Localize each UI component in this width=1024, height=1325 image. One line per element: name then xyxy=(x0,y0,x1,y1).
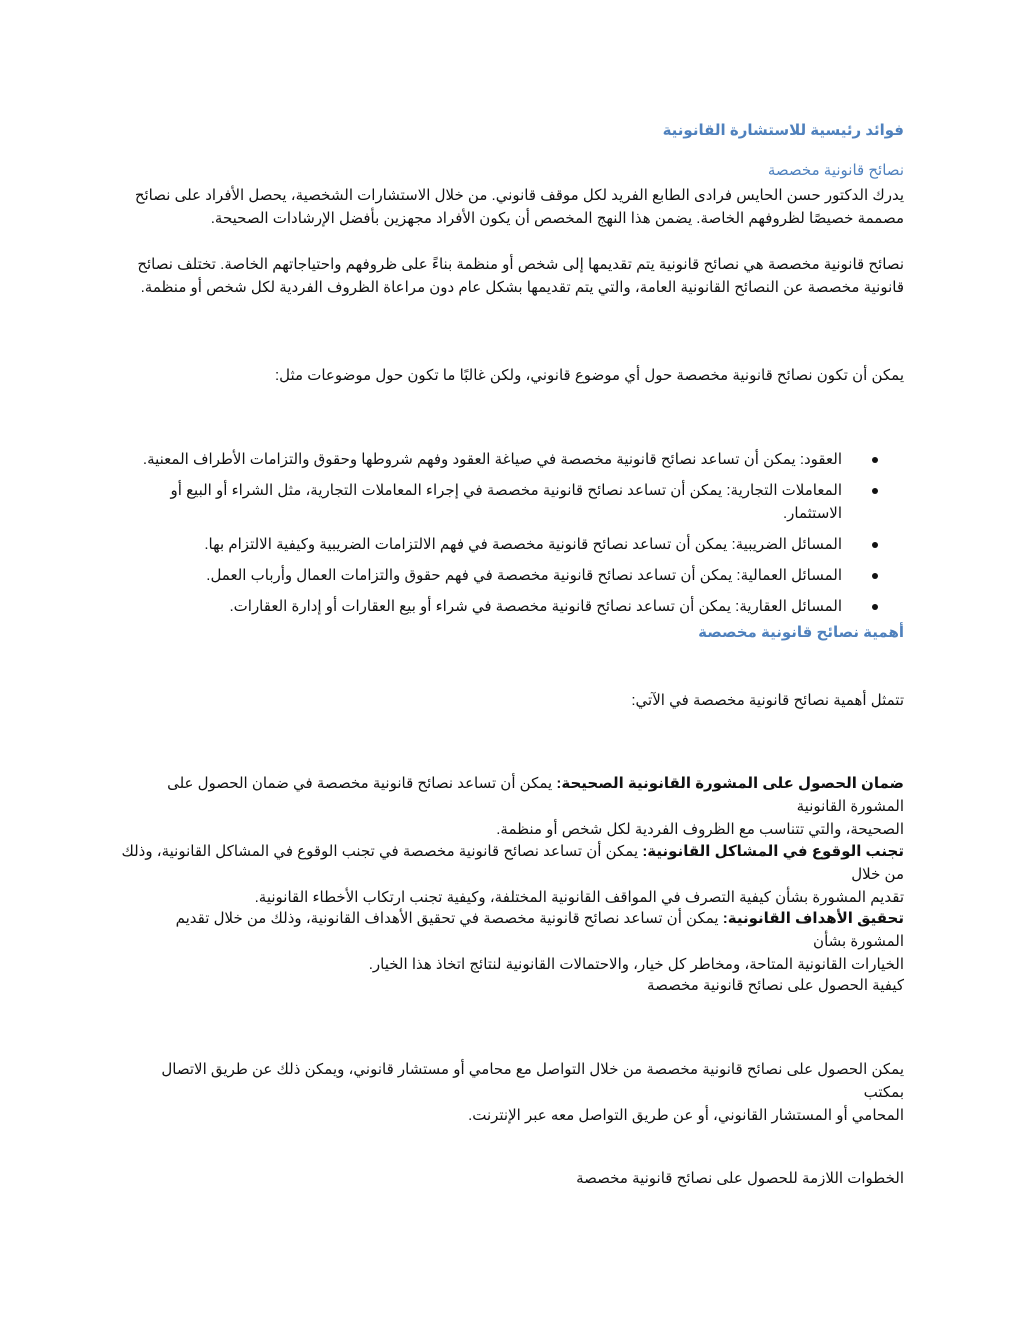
paragraph-personalized-advice xyxy=(118,184,904,230)
steps-heading: الخطوات اللازمة للحصول على نصائح قانونية مخصصة xyxy=(576,1170,904,1187)
importance-heading: أهمية نصائح قانونية مخصصة xyxy=(698,624,904,641)
paragraph-line: يمكن الحصول على نصائح قانونية مخصصة من خلال التواصل مع محامي أو مستشار قانوني، ويمكن ذلك عن طريق الاتصال بمكتب xyxy=(161,1061,904,1101)
list-item-text: المسائل العقارية: يمكن أن تساعد نصائح قانونية مخصصة في شراء أو بيع العقارات أو إدارة العقارات. xyxy=(229,598,842,615)
paragraph-line xyxy=(118,840,904,886)
importance-text: يمكن أن تساعد نصائح قانونية مخصصة في تحقيق الأهداف القانونية، وذلك من خلال تقديم المشورة بشأن xyxy=(175,910,904,950)
paragraph-line: المحامي أو المستشار القانوني، أو عن طريق التواصل معه عبر الإنترنت. xyxy=(468,1107,904,1124)
sub-heading: نصائح قانونية مخصصة xyxy=(767,162,904,179)
list-item xyxy=(58,448,844,471)
list-item-text: المسائل العمالية: يمكن أن تساعد نصائح قانونية مخصصة في فهم حقوق والتزامات العمال وأرباب العمل. xyxy=(206,567,842,584)
list-item xyxy=(58,564,844,587)
list-item xyxy=(58,479,844,525)
importance-item-avoid-problems xyxy=(118,840,904,909)
how-heading: كيفية الحصول على نصائح قانونية مخصصة xyxy=(647,977,904,994)
list-item xyxy=(58,595,844,618)
importance-intro: تتمثل أهمية نصائح قانونية مخصصة في الآتي: xyxy=(631,692,904,709)
paragraph-line: الخيارات القانونية المتاحة، ومخاطر كل خيار، والاحتمالات القانونية لنتائج اتخاذ هذا الخيار. xyxy=(368,956,904,973)
paragraph-line: نصائح قانونية مخصصة هي نصائح قانونية يتم تقديمها إلى شخص أو منظمة بناءً على ظروفهم واحتياجاتهم الخاصة. تختلف نصائح xyxy=(137,256,904,273)
document-page xyxy=(118,0,904,1325)
paragraph-line: يدرك الدكتور حسن الحايس فرادى الطابع الفريد لكل موقف قانوني. من خلال الاستشارات الشخصية، يحصل الأفراد على نصائح xyxy=(134,187,904,204)
importance-item-correct-advice xyxy=(118,772,904,841)
importance-term: تجنب الوقوع في المشاكل القانونية: xyxy=(642,843,904,860)
topics-intro: يمكن أن تكون نصائح قانونية مخصصة حول أي موضوع قانوني، ولكن غالبًا ما تكون حول موضوعات مثل: xyxy=(274,367,904,384)
paragraph-line: الصحيحة، والتي تتناسب مع الظروف الفردية لكل شخص أو منظمة. xyxy=(496,821,904,838)
importance-text: يمكن أن تساعد نصائح قانونية مخصصة في تجنب الوقوع في المشاكل القانونية، وذلك من خلال xyxy=(121,843,904,883)
list-item xyxy=(58,533,844,556)
importance-text: يمكن أن تساعد نصائح قانونية مخصصة في ضمان الحصول على المشورة القانونية xyxy=(167,775,904,815)
paragraph-line xyxy=(118,772,904,818)
list-item-text: العقود: يمكن أن تساعد نصائح قانونية مخصصة في صياغة العقود وفهم شروطها وحقوق والتزامات الأطراف المعنية. xyxy=(142,451,842,468)
paragraph-line xyxy=(118,907,904,953)
paragraph-line: تقديم المشورة بشأن كيفية التصرف في المواقف القانونية المختلفة، وكيفية تجنب ارتكاب الأخطاء القانونية. xyxy=(254,889,904,906)
list-item-text: المعاملات التجارية: يمكن أن تساعد نصائح قانونية مخصصة في إجراء المعاملات التجارية، مثل الشراء أو البيع أو xyxy=(170,482,842,499)
importance-term: تحقيق الأهداف القانونية: xyxy=(722,910,904,927)
paragraph-line: مصممة خصيصًا لظروفهم الخاصة. يضمن هذا النهج المخصص أن يكون الأفراد مجهزين بأفضل الإرشادات الصحيحة. xyxy=(210,210,904,227)
importance-term: ضمان الحصول على المشورة القانونية الصحيحة: xyxy=(556,775,904,792)
list-item-text: المسائل الضريبية: يمكن أن تساعد نصائح قانونية مخصصة في فهم الالتزامات الضريبية وكيفية الالتزام بها. xyxy=(204,536,842,553)
list-item-text: الاستثمار. xyxy=(783,505,842,522)
main-heading: فوائد رئيسية للاستشارة القانونية xyxy=(662,122,904,139)
how-paragraph xyxy=(118,1058,904,1127)
paragraph-definition xyxy=(118,253,904,299)
paragraph-line: قانونية مخصصة عن النصائح القانونية العامة، والتي يتم تقديمها بشكل عام دون مراعاة الظروف الفردية لكل شخص أو منظمة. xyxy=(140,279,904,296)
importance-item-achieve-goals xyxy=(118,907,904,976)
topics-list xyxy=(58,448,904,626)
